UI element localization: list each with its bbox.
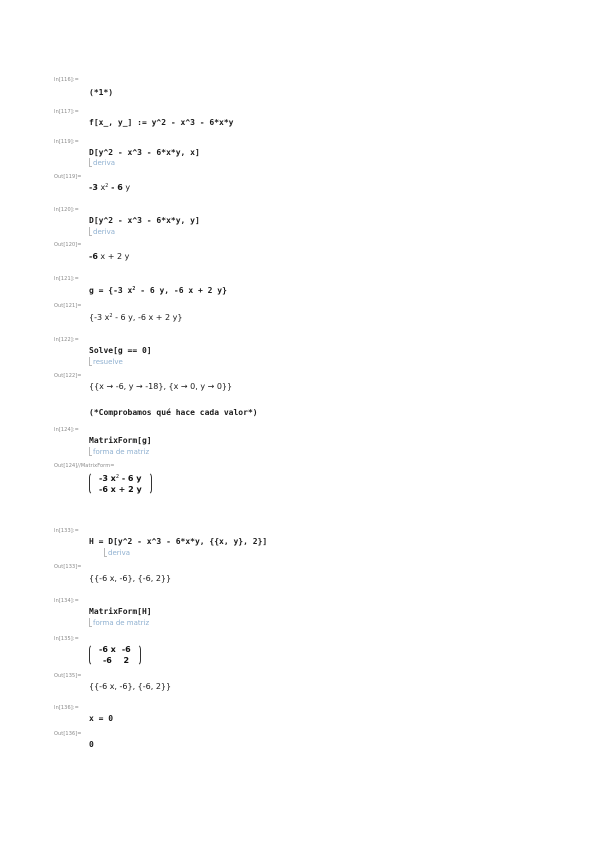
left-paren bbox=[89, 472, 94, 495]
input-label: In[124]:= bbox=[54, 427, 79, 433]
matrix-cell: -6 x bbox=[99, 645, 116, 654]
output-label: Out[121]= bbox=[54, 303, 82, 309]
input-code[interactable]: Solve[g == 0] bbox=[89, 346, 152, 355]
function-hint-link[interactable]: deriva bbox=[89, 158, 115, 167]
output-label: Out[120]= bbox=[54, 242, 82, 248]
right-paren bbox=[136, 644, 141, 666]
input-code[interactable]: MatrixForm[H] bbox=[89, 607, 152, 616]
matrix-cell: 2 bbox=[123, 656, 130, 665]
matrix-cell: -3 $x^2 - 6$ y bbox=[99, 474, 142, 483]
output-value: {{x → -6, y → -18}, {x → 0, y → 0}} bbox=[89, 382, 233, 391]
right-paren bbox=[147, 472, 152, 495]
function-hint-link[interactable]: forma de matriz bbox=[89, 618, 149, 627]
input-code[interactable]: f[x_, y_] := y^2 - x^3 - 6*x*y bbox=[89, 118, 234, 127]
output-value: {{-6 x, -6}, {-6, 2}} bbox=[89, 682, 172, 691]
input-code[interactable]: g = {-3 $x^2 - 6$ y, -6 x + 2 y} bbox=[89, 286, 227, 295]
input-code[interactable]: x = 0 bbox=[89, 714, 114, 723]
output-label: Out[135]= bbox=[54, 673, 82, 679]
input-code[interactable]: MatrixForm[g] bbox=[89, 436, 152, 445]
matrix-cell: -6 bbox=[121, 645, 131, 654]
function-hint-link[interactable]: deriva bbox=[104, 548, 130, 557]
input-label: In[133]:= bbox=[54, 528, 79, 534]
input-code[interactable]: D[y^2 - x^3 - 6*x*y, y] bbox=[89, 216, 200, 225]
output-label: Out[133]= bbox=[54, 564, 82, 570]
matrix-cell: -6 bbox=[102, 656, 112, 665]
input-label: In[117]:= bbox=[54, 109, 79, 115]
input-label: In[134]:= bbox=[54, 598, 79, 604]
output-value: -6 x + 2 y bbox=[89, 252, 130, 261]
output-value: {-3 $x^2 - 6$ y, -6 x + 2 y} bbox=[89, 313, 183, 322]
comment-code[interactable]: (*Comprobamos qué hace cada valor*) bbox=[89, 408, 258, 417]
matrix-output bbox=[89, 472, 152, 495]
input-label: In[119]:= bbox=[54, 139, 79, 145]
function-hint-link[interactable]: deriva bbox=[89, 227, 115, 236]
input-code[interactable]: D[y^2 - x^3 - 6*x*y, x] bbox=[89, 148, 200, 157]
input-label: In[116]:= bbox=[54, 77, 79, 83]
matrix-cell: -6 x + 2 y bbox=[99, 485, 142, 494]
input-label: In[122]:= bbox=[54, 337, 79, 343]
input-label: In[121]:= bbox=[54, 276, 79, 282]
input-label: In[120]:= bbox=[54, 207, 79, 213]
output-label: Out[119]= bbox=[54, 174, 82, 180]
matrix-input[interactable] bbox=[89, 644, 141, 666]
input-code[interactable]: (*1*) bbox=[89, 88, 114, 97]
output-label: Out[122]= bbox=[54, 373, 82, 379]
input-label: In[136]:= bbox=[54, 705, 79, 711]
output-label: Out[124]//MatrixForm= bbox=[54, 463, 115, 469]
output-value: {{-6 x, -6}, {-6, 2}} bbox=[89, 574, 172, 583]
output-value: 0 bbox=[89, 740, 94, 749]
function-hint-link[interactable]: forma de matriz bbox=[89, 447, 149, 456]
input-label: In[135]:= bbox=[54, 636, 79, 642]
output-label: Out[136]= bbox=[54, 731, 82, 737]
function-hint-link[interactable]: resuelve bbox=[89, 357, 123, 366]
left-paren bbox=[89, 644, 94, 666]
input-code[interactable]: H = D[y^2 - x^3 - 6*x*y, {{x, y}, 2}] bbox=[89, 537, 268, 546]
output-value: -3 $x^2 - 6$ y bbox=[89, 183, 131, 192]
